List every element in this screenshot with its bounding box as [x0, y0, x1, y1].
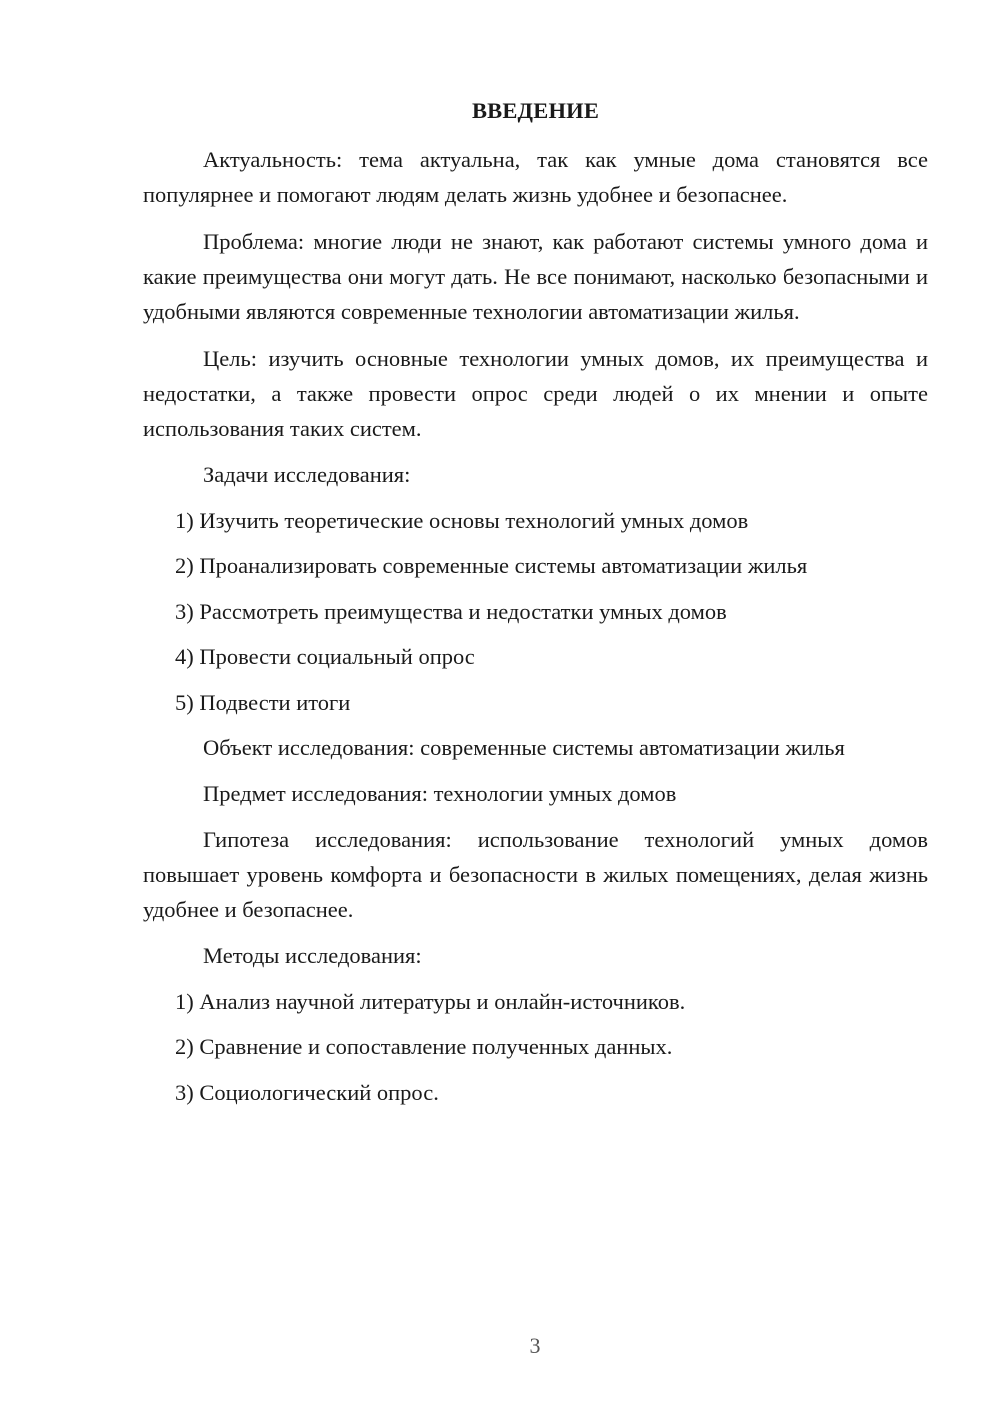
- method-item-2: 2) Сравнение и сопоставление полученных данных.: [175, 1034, 673, 1059]
- research-object: Объект исследования: современные системы автоматизации жилья: [203, 735, 845, 760]
- task-item-2: 2) Проанализировать современные системы автоматизации жилья: [175, 553, 808, 578]
- methods-heading: Методы исследования:: [203, 943, 422, 968]
- task-item-5: 5) Подвести итоги: [175, 689, 351, 715]
- method-item-1: 1) Анализ научной литературы и онлайн-источников.: [175, 988, 686, 1014]
- page-number: 3: [529, 1333, 541, 1358]
- page-content: [143, 94, 928, 1121]
- task-item-3: 3) Рассмотреть преимущества и недостатки умных домов: [175, 598, 727, 624]
- task-item-1: 1) Изучить теоретические основы технологий умных домов: [175, 507, 749, 533]
- relevance-paragraph: Актуальность: тема актуальна, так как умные дома становятся все популярнее и помогают людям делать жизнь удобнее и безопаснее.: [143, 147, 928, 207]
- page-title: ВВЕДЕНИЕ: [471, 98, 600, 123]
- task-item-4: 4) Провести социальный опрос: [175, 644, 475, 669]
- research-subject: Предмет исследования: технологии умных домов: [203, 780, 677, 806]
- method-item-3: 3) Социологический опрос.: [175, 1079, 439, 1105]
- hypothesis-paragraph: Гипотеза исследования: использование технологий умных домов повышает уровень комфорта и безопасности в жилых помещениях, делая жизнь удобнее и безопаснее.: [143, 827, 928, 922]
- problem-paragraph: Проблема: многие люди не знают, как работают системы умного дома и какие преимущества они могут дать. Не все понимают, насколько безопасными и удобными являются современные технологии автоматизации жилья.: [143, 229, 928, 324]
- tasks-heading: Задачи исследования:: [203, 462, 411, 487]
- goal-paragraph: Цель: изучить основные технологии умных домов, их преимущества и недостатки, а также провести опрос среди людей о их мнении и опыте использования таких систем.: [143, 346, 928, 441]
